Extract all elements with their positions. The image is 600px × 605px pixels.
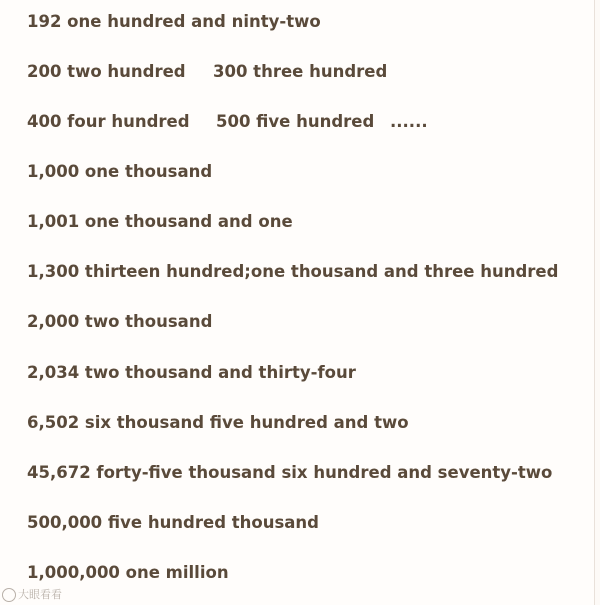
number-line-1300: 1,300 thirteen hundred;one thousand and three hundred <box>27 262 559 281</box>
number-line-192: 192 one hundred and ninty-two <box>27 12 321 31</box>
number-line-300: 300 three hundred <box>213 62 388 81</box>
watermark-text: 大眼看看 <box>18 588 62 601</box>
number-line-1000000: 1,000,000 one million <box>27 563 229 582</box>
number-line-2034: 2,034 two thousand and thirty-four <box>27 363 356 382</box>
number-line-45672: 45,672 forty-five thousand six hundred and seventy-two <box>27 463 553 482</box>
watermark <box>2 586 62 602</box>
number-line-500: 500 five hundred <box>216 112 375 131</box>
number-line-6502: 6,502 six thousand five hundred and two <box>27 413 409 432</box>
number-line-200: 200 two hundred <box>27 62 186 81</box>
number-line-500000: 500,000 five hundred thousand <box>27 513 319 532</box>
ellipsis: ...... <box>390 112 428 131</box>
number-line-1000: 1,000 one thousand <box>27 162 213 181</box>
number-line-400: 400 four hundred <box>27 112 190 131</box>
number-line-2000: 2,000 two thousand <box>27 312 213 331</box>
number-line-1001: 1,001 one thousand and one <box>27 212 293 231</box>
watermark-logo-icon <box>2 588 16 602</box>
